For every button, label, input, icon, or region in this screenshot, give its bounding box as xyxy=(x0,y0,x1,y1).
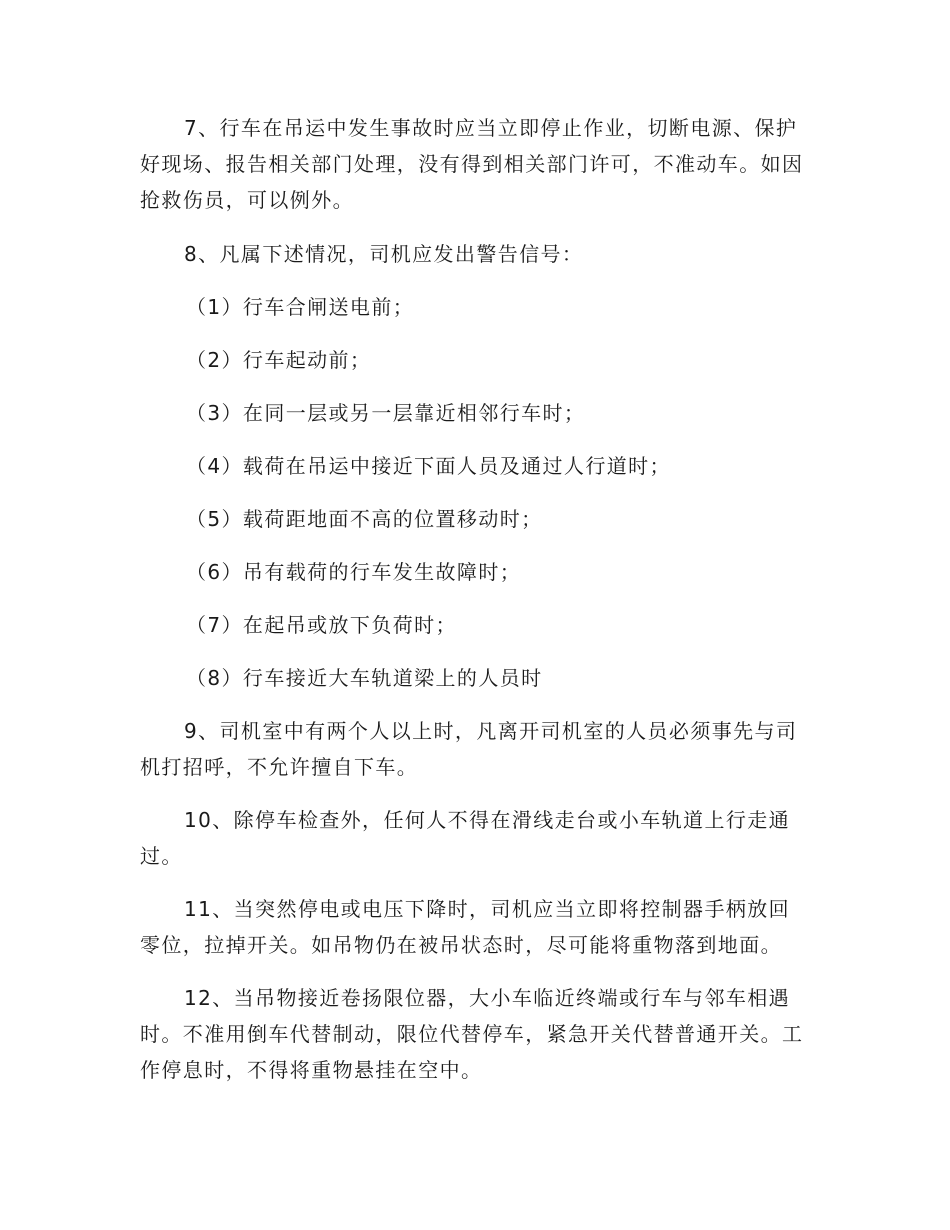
paragraph-7: 7、行车在吊运中发生事故时应当立即停止作业，切断电源、保护好现场、报告相关部门处理，没有得到相关部门许可，不准动车。如因抢救伤员，可以例外。 xyxy=(140,116,804,212)
list-item: （3）在同一层或另一层靠近相邻行车时； xyxy=(186,401,586,425)
list-item: （2）行车起动前； xyxy=(186,348,372,372)
paragraph-11: 11、当突然停电或电压下降时，司机应当立即将控制器手柄放回零位，拉掉开关。如吊物仍在被吊状态时，尽可能将重物落到地面。 xyxy=(140,897,791,957)
list-item: （1）行车合闸送电前； xyxy=(186,295,415,319)
paragraph-8: 8、凡属下述情况，司机应发出警告信号： xyxy=(184,242,584,266)
paragraph-10: 10、除停车检查外，任何人不得在滑线走台或小车轨道上行走通过。 xyxy=(140,808,791,868)
list-item: （5）载荷距地面不高的位置移动时； xyxy=(186,507,543,531)
list-item: （4）载荷在吊运中接近下面人员及通过人行道时； xyxy=(186,454,671,478)
list-item: （7）在起吊或放下负荷时； xyxy=(186,613,457,637)
paragraph-12: 12、当吊物接近卷扬限位器，大小车临近终端或行车与邻车相遇时。不准用倒车代替制动，限位代替停车，紧急开关代替普通开关。工作停息时，不得将重物悬挂在空中。 xyxy=(140,986,804,1082)
list-item: （8）行车接近大车轨道梁上的人员时 xyxy=(186,666,543,690)
list-item: （6）吊有载荷的行车发生故障时； xyxy=(186,560,522,584)
paragraph-9: 9、司机室中有两个人以上时，凡离开司机室的人员必须事先与司机打招呼，不允许擅自下车。 xyxy=(140,719,798,779)
